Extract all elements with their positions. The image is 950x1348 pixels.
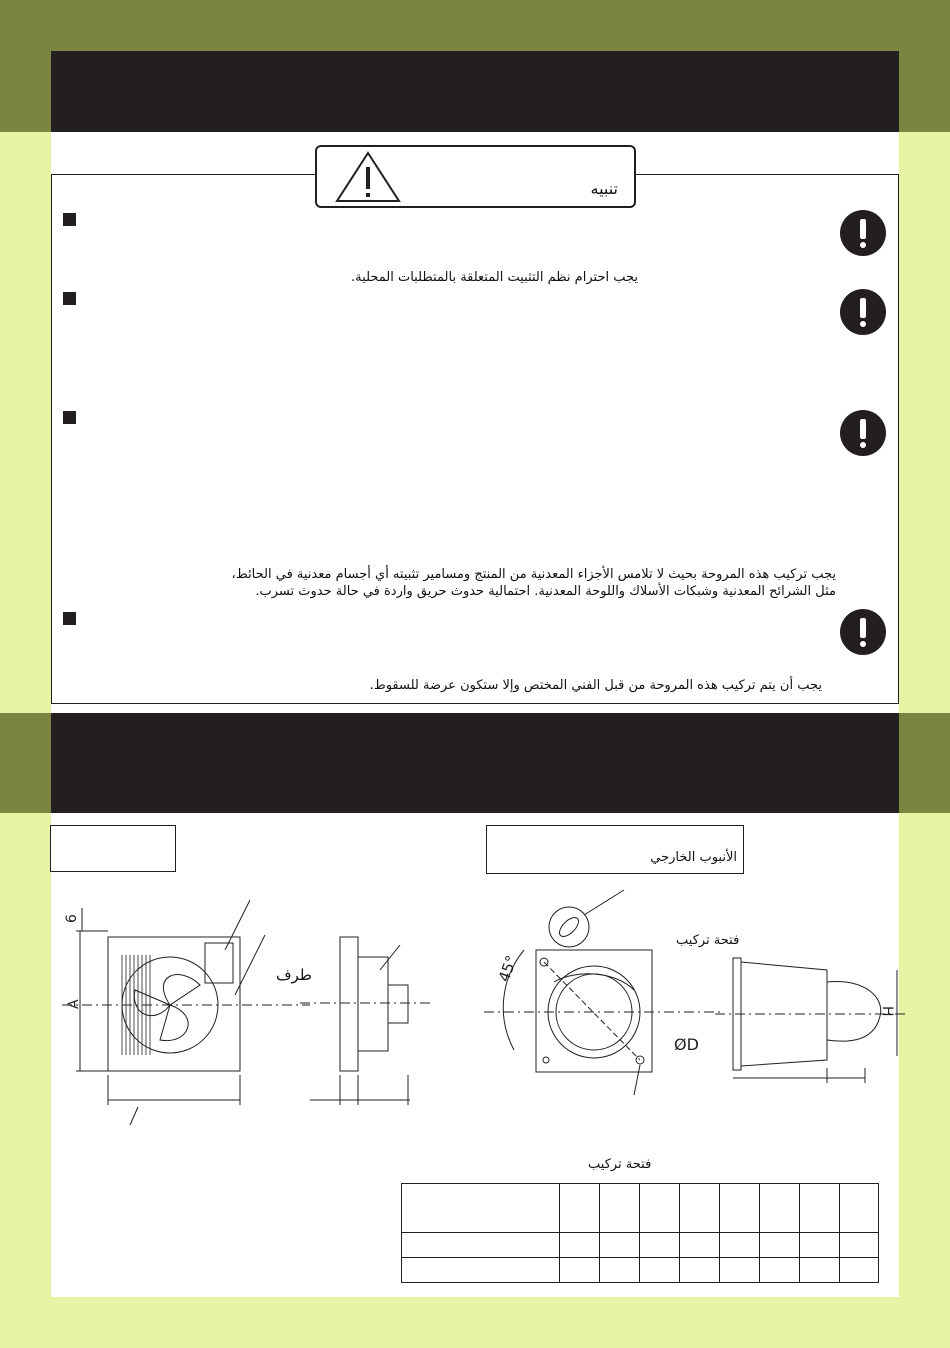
- outer-pipe-label-box: [486, 825, 744, 874]
- caution-text-4: يجب أن يتم تركيب هذه المروحة من قبل الفني المختص وإلا ستكون عرضة للسقوط.: [369, 678, 822, 693]
- mounting-front-view-diagram: [484, 870, 724, 1110]
- diameter-D-label: ØD: [674, 1035, 699, 1054]
- terminal-label: طرف: [276, 966, 312, 984]
- outer-pipe-side-view-diagram: [715, 948, 905, 1088]
- mounting-hole-label-top: فتحة تركيب: [676, 933, 740, 948]
- dimensions-table: [401, 1183, 879, 1283]
- bullet-square-icon: [63, 292, 76, 305]
- caution-text-1: يجب احترام نظم التثبيت المتعلقة بالمتطلبات المحلية.: [351, 270, 638, 285]
- dimension-H-label: H: [879, 1006, 895, 1017]
- bullet-square-icon: [63, 411, 76, 424]
- mandatory-action-icon: [840, 210, 886, 256]
- spec-label-box-left: [50, 825, 176, 872]
- section-header-bar-middle: [51, 713, 899, 813]
- mandatory-action-icon: [840, 609, 886, 655]
- mandatory-action-icon: [840, 410, 886, 456]
- dimension-A-label: A: [66, 999, 82, 1009]
- dimension-6-label: 6: [64, 914, 80, 923]
- caution-text-3: يجب تركيب هذه المروحة بحيث لا تلامس الأجزاء المعدنية من المنتج ومسامير تثبيته أي أجسام معدنية في الحائط، مثل الشرائح المعدنية وشبكات الأسلاك واللوحة المعدنية. احتمالية حدوث حريق واردة في حالة حدوث تسرب.: [231, 567, 836, 599]
- caution-heading: [315, 145, 636, 208]
- outer-pipe-label: الأنبوب الخارجي: [650, 850, 737, 865]
- caution-title: تنبيه: [590, 179, 618, 198]
- bullet-square-icon: [63, 213, 76, 226]
- caution-box: [51, 174, 899, 704]
- table-caption: فتحة تركيب: [588, 1157, 652, 1172]
- angle-45-label: 45°: [494, 953, 521, 985]
- mandatory-action-icon: [840, 289, 886, 335]
- fan-front-view-diagram: [60, 895, 320, 1135]
- warning-triangle-icon: [333, 149, 403, 205]
- bullet-square-icon: [63, 612, 76, 625]
- fan-side-view-diagram: [300, 895, 430, 1135]
- section-header-bar-top: [51, 51, 899, 132]
